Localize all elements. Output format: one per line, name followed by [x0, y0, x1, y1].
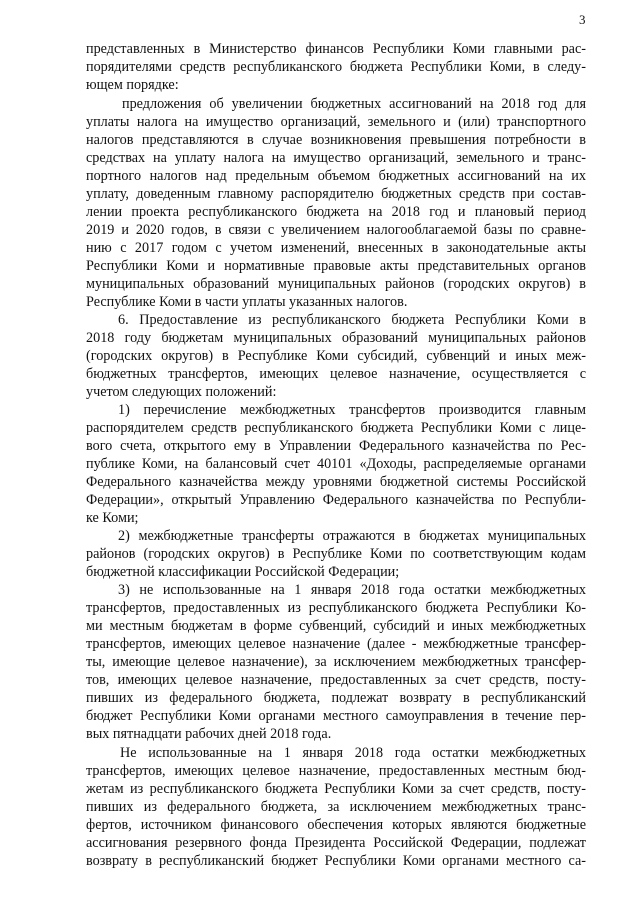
text-line: трансфертов, предоставленных из республиканского бюджета Республики Ко- — [86, 600, 586, 616]
text-line: жетам из республиканского бюджета Республики Коми за счет средств, посту- — [86, 781, 586, 797]
text-line: 2019 и 2020 годов, в связи с увеличением налогооблагаемой базы по сравне- — [86, 222, 586, 238]
document-body — [86, 40, 586, 870]
text-line: трансфертов, имеющих целевое назначение, предоставленных местным бюд- — [86, 763, 586, 779]
paragraph-first-line: 1) перечисление межбюджетных трансфертов производится главным — [118, 402, 586, 418]
paragraph-first-line: 2) межбюджетные трансферты отражаются в бюджетах муниципальных — [118, 528, 586, 544]
text-line: бюджет Республики Коми органами местного самоуправления в течение пер- — [86, 708, 586, 724]
text-line: 2018 году бюджетам муниципальных образований муниципальных районов — [86, 330, 586, 346]
text-line: публике Коми, на балансовый счет 40101 «Доходы, распределяемые органами — [86, 456, 586, 472]
text-line: ке Коми; — [86, 510, 139, 526]
text-line: ми местным бюджетам в форме субвенций, субсидий и иных межбюджетных — [86, 618, 586, 634]
text-line: трансфертов, имеющих целевое назначение (далее - межбюджетные трансфер- — [86, 636, 586, 652]
paragraph-first-line: 3) не использованные на 1 января 2018 года остатки межбюджетных — [118, 582, 586, 598]
text-line: Федерации», открытый Управлению Федерального казначейства по Республи- — [86, 492, 586, 508]
text-line: распорядителем средств республиканского бюджета Республики Коми с лице- — [86, 420, 586, 436]
text-line: районов (городских округов) в Республике Коми по соответствующим кодам — [86, 546, 586, 562]
text-line: ассигнования резервного фонда Президента Российской Федерации, подлежат — [86, 835, 586, 851]
paragraph-first-line: предложения об увеличении бюджетных ассигнований на 2018 год для — [122, 96, 586, 112]
paragraph-first-line: Не использованные на 1 января 2018 года остатки межбюджетных — [120, 745, 586, 761]
text-line: представленных в Министерство финансов Республики Коми главными рас- — [86, 41, 586, 57]
page-number: 3 — [579, 12, 586, 27]
text-line: нию с 2017 годом с учетом изменений, внесенных в законодательные акты — [86, 240, 586, 256]
text-line: Республики Коми и нормативные правовые акты представительных органов — [86, 258, 586, 274]
text-line: средствах на уплату налога на имущество организаций, земельного и транс- — [86, 150, 586, 166]
text-line: портного налогов над предельным объемом бюджетных ассигнований на их — [86, 168, 586, 184]
text-line: пивших из федерального бюджета, за исключением межбюджетных транс- — [86, 799, 586, 815]
text-line: учетом следующих положений: — [86, 384, 277, 400]
paragraph-first-line: 6. Предоставление из республиканского бюджета Республики Коми в — [118, 312, 586, 328]
text-line: лении проекта республиканского бюджета на 2018 год и плановый период — [86, 204, 586, 220]
text-line: муниципальных образований муниципальных районов (городских округов) в — [86, 276, 586, 292]
text-line: уплаты налога на имущество организаций, земельного и (или) транспортного — [86, 114, 586, 130]
text-line: ющем порядке: — [86, 77, 179, 93]
text-line: налогов представляются в случае возникновения превышения потребности в — [86, 132, 586, 148]
text-line: (городских округов) в Республике Коми субсидий, субвенций и иных меж- — [86, 348, 586, 364]
text-line: тов, имеющих целевое назначение, предоставленных за счет средств, посту- — [86, 672, 586, 688]
text-line: возврату в республиканский бюджет Республики Коми органами местного са- — [86, 853, 586, 869]
text-line: Федерального казначейства между уровнями бюджетной системы Российской — [86, 474, 586, 490]
text-line: вых пятнадцати рабочих дней 2018 года. — [86, 726, 332, 742]
text-line: бюджетных трансфертов, имеющих целевое назначение, осуществляется с — [86, 366, 586, 382]
text-line: бюджетной классификации Российской Федерации; — [86, 564, 400, 580]
text-line: пивших из федерального бюджета, подлежат возврату в республиканский — [86, 690, 586, 706]
text-line: Республике Коми в части уплаты указанных налогов. — [86, 294, 408, 310]
text-line: ты, имеющие целевое назначение), за исключением межбюджетных трансфер- — [86, 654, 586, 670]
text-line: порядителями средств республиканского бюджета Республики Коми, в следу- — [86, 59, 586, 75]
text-line: уплату, доведенным главному распорядителю бюджетных средств при состав- — [86, 186, 586, 202]
text-line: вого счета, открытого ему в Управлении Федерального казначейства по Рес- — [86, 438, 586, 454]
text-line: фертов, источником финансового обеспечения которых являются бюджетные — [86, 817, 586, 833]
